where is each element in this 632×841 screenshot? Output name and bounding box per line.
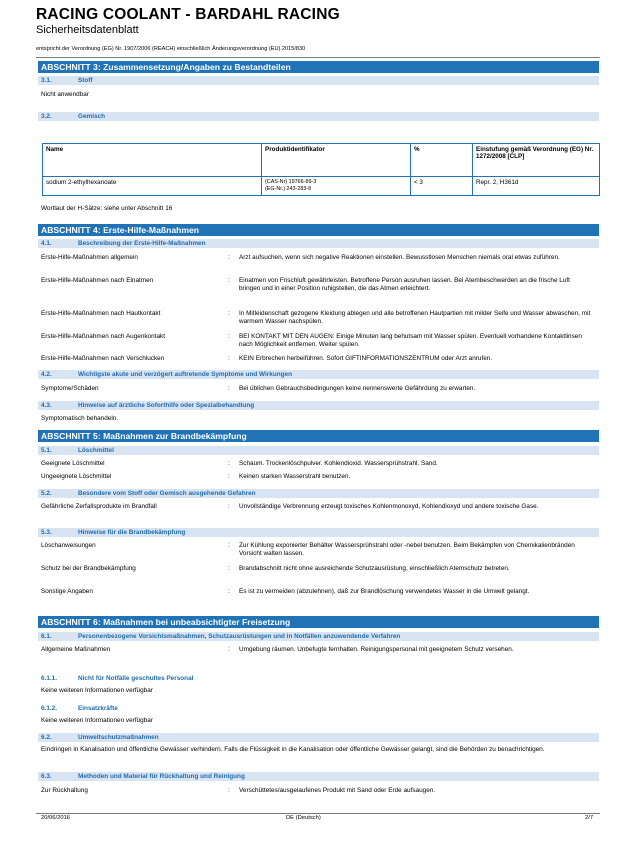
emergency-responders-text: Keine weiteren Informationen verfügbar bbox=[41, 717, 153, 724]
subsection-label: Gemisch bbox=[78, 113, 105, 120]
row-label: Erste-Hilfe-Maßnahmen nach Augenkontakt bbox=[41, 333, 165, 340]
row-colon: : bbox=[228, 473, 230, 480]
row-label: Sonstige Angaben bbox=[41, 588, 93, 595]
subsection-label: Personenbezogene Vorsichtsmaßnahmen, Schutzausrüstungen und in Notfällen anzuwendende Verfahren bbox=[78, 633, 401, 640]
subsection-4-3 bbox=[38, 401, 599, 410]
col-header-name: Name bbox=[43, 144, 262, 177]
row-label: Allgemeine Maßnahmen bbox=[41, 646, 111, 653]
row-colon: : bbox=[228, 646, 230, 653]
subsection-4-1 bbox=[38, 239, 599, 248]
row-value: Einatmen von Frischluft gewährleisten. Betroffene Person ausruhen lassen. Bei Atembeschwerden an die frische Luft bringen und in einer Position ruhigstellen, die das Atmen erleichtert. bbox=[239, 277, 570, 292]
row-colon: : bbox=[228, 333, 230, 340]
row-label: Erste-Hilfe-Maßnahmen allgemein bbox=[41, 254, 138, 261]
row-colon: : bbox=[228, 385, 230, 392]
treatment-text: Symptomatisch behandeln. bbox=[41, 415, 119, 422]
subsection-3-2 bbox=[38, 112, 599, 121]
row-colon: : bbox=[228, 787, 230, 794]
subsection-number: 6.1.2. bbox=[41, 705, 57, 712]
h-statement-note: Wortlaut der H-Sätze: siehe unter Abschnitt 16 bbox=[41, 205, 173, 212]
subsection-number: 6.1.1. bbox=[41, 675, 57, 682]
subsection-label: Beschreibung der Erste-Hilfe-Maßnahmen bbox=[78, 240, 206, 247]
col-header-percent: % bbox=[411, 144, 473, 177]
header-divider bbox=[36, 57, 600, 58]
row-colon: : bbox=[228, 542, 230, 549]
row-colon: : bbox=[228, 503, 230, 510]
row-label: Gefährliche Zerfallsprodukte im Brandfall bbox=[41, 503, 157, 510]
row-value: In Mitleidenschaft gezogene Kleidung ablegen und alle betroffenen Hautpartien mit milder Seife und Wasser abwaschen, mit warmem Wasser nachspülen. bbox=[239, 310, 591, 325]
substance-text: Nicht anwendbar bbox=[41, 91, 89, 98]
row-value: Unvollständige Verbrennung erzeugt toxisches Kohlenmonoxyd, Kohlendioxyd und andere toxische Gase. bbox=[239, 503, 539, 510]
document-subtitle: Sicherheitsdatenblatt bbox=[36, 24, 139, 36]
subsection-5-3 bbox=[38, 528, 599, 537]
footer-language: DE (Deutsch) bbox=[286, 815, 321, 821]
row-value: Brandabschnitt nicht ohne ausreichende Schutzausrüstung, einschließlich Atemschutz betreten. bbox=[239, 565, 510, 572]
subsection-label: Einsatzkräfte bbox=[78, 705, 118, 712]
cell-identifier bbox=[262, 177, 411, 196]
subsection-3-1 bbox=[38, 76, 599, 85]
footer-page-number: 2/7 bbox=[585, 815, 594, 821]
footer-date: 20/06/2016 bbox=[41, 815, 71, 821]
subsection-6-2 bbox=[38, 733, 599, 742]
row-value: Arzt aufsuchen, wenn sich negative Reaktionen einstellen. Bewusstlosen Menschen niemals oral etwas zuführen. bbox=[239, 254, 560, 261]
subsection-label: Hinweise für die Brandbekämpfung bbox=[78, 529, 186, 536]
subsection-5-2 bbox=[38, 489, 599, 498]
row-colon: : bbox=[228, 588, 230, 595]
subsection-number: 5.1. bbox=[41, 447, 52, 454]
row-value: Umgebung räumen. Unbefugte fernhalten. Reinigungspersonal mit geeignetem Schutz versehen. bbox=[239, 646, 514, 653]
row-label: Erste-Hilfe-Maßnahmen nach Hautkontakt bbox=[41, 310, 161, 317]
row-value: Keinen starken Wasserstrahl benutzen. bbox=[239, 473, 351, 480]
subsection-number: 5.3. bbox=[41, 529, 52, 536]
row-label: Zur Rückhaltung bbox=[41, 787, 88, 794]
subsection-6-1 bbox=[38, 632, 599, 641]
subsection-label: Methoden und Material für Rückhaltung und Reinigung bbox=[78, 773, 245, 780]
row-value: KEIN Erbrechen herbeiführen. Sofort GIFTINFORMATIONSZENTRUM oder Arzt anrufen. bbox=[239, 355, 493, 362]
untrained-personnel-text: Keine weiteren Informationen verfügbar bbox=[41, 687, 153, 694]
subsection-4-2 bbox=[38, 370, 599, 379]
subsection-number: 3.2. bbox=[41, 113, 52, 120]
cell-classification: Repr. 2, H361d bbox=[473, 177, 600, 196]
row-label: Ungeeignete Löschmittel bbox=[41, 473, 112, 480]
footer-divider bbox=[36, 813, 600, 814]
subsection-label: Löschmittel bbox=[78, 447, 114, 454]
section-6-header: ABSCHNITT 6: Maßnahmen bei unbeabsichtigter Freisetzung bbox=[38, 616, 599, 628]
row-value: Verschüttetes/ausgelaufenes Produkt mit Sand oder Erde aufsaugen. bbox=[239, 787, 436, 794]
subsection-number: 6.1. bbox=[41, 633, 52, 640]
row-colon: : bbox=[228, 277, 230, 284]
col-header-classification: Einstufung gemäß Verordnung (EG) Nr. 1272/2008 [CLP] bbox=[473, 144, 600, 177]
row-label: Erste-Hilfe-Maßnahmen nach Einatmen bbox=[41, 277, 154, 284]
subsection-number: 4.2. bbox=[41, 371, 52, 378]
subsection-label: Umweltschutzmaßnahmen bbox=[78, 734, 159, 741]
regulation-note: entspricht der Verordnung (EG) Nr. 1907/2006 (REACH) einschließlich Änderungsverordnung (EU) 2015/830 bbox=[36, 46, 306, 52]
row-value: Es ist zu vermeiden (abzulehnen), daß zur Brandlöschung verwendetes Wasser in die Umwelt gelangt. bbox=[239, 588, 530, 595]
subsection-number: 6.3. bbox=[41, 773, 52, 780]
row-value: Schaum. Trockenlöschpulver. Kohlendioxid. Wassersprühstrahl. Sand. bbox=[239, 460, 438, 467]
row-value: BEI KONTAKT MIT DEN AUGEN: Einige Minuten lang behutsam mit Wasser spülen. Eventuell vorhandene Kontaktlinsen nach Möglichkeit entfernen. Weiter spülen. bbox=[239, 333, 582, 348]
row-colon: : bbox=[228, 355, 230, 362]
row-label: Schutz bei der Brandbekämpfung bbox=[41, 565, 136, 572]
row-label: Löschanweisungen bbox=[41, 542, 96, 549]
section-5-header: ABSCHNITT 5: Maßnahmen zur Brandbekämpfung bbox=[38, 430, 599, 442]
composition-table bbox=[42, 143, 600, 196]
subsection-label: Nicht für Notfälle geschultes Personal bbox=[78, 675, 194, 682]
row-colon: : bbox=[228, 310, 230, 317]
row-label: Geeignete Löschmittel bbox=[41, 460, 105, 467]
cas-number: (CAS-Nr) 19766-89-3 bbox=[265, 179, 317, 185]
col-header-identifier: Produktidentifikator bbox=[262, 144, 411, 177]
eg-number: (EG-Nr.) 243-283-8 bbox=[265, 186, 312, 192]
subsection-label: Hinweise auf ärztliche Soforthilfe oder Spezialbehandlung bbox=[78, 402, 255, 409]
subsection-label: Stoff bbox=[78, 77, 93, 84]
section-4-header: ABSCHNITT 4: Erste-Hilfe-Maßnahmen bbox=[38, 224, 599, 236]
document-title: RACING COOLANT - BARDAHL RACING bbox=[36, 6, 340, 23]
row-label: Erste-Hilfe-Maßnahmen nach Verschlucken bbox=[41, 355, 165, 362]
subsection-number: 4.3. bbox=[41, 402, 52, 409]
subsection-number: 4.1. bbox=[41, 240, 52, 247]
subsection-number: 3.1. bbox=[41, 77, 52, 84]
cell-percent: < 3 bbox=[411, 177, 473, 196]
row-label: Symptome/Schäden bbox=[41, 385, 99, 392]
row-colon: : bbox=[228, 565, 230, 572]
subsection-5-1 bbox=[38, 446, 599, 455]
subsection-label: Wichtigste akute und verzögert auftretende Symptome und Wirkungen bbox=[78, 371, 292, 378]
row-colon: : bbox=[228, 460, 230, 467]
cell-name: sodium 2-ethylhexanoate bbox=[43, 177, 262, 196]
row-value: Zur Kühlung exponierter Behälter Wassersprühstrahl oder -nebel benutzen. Beim Bekämpfen von Chemikalienbränden Vorsicht walten lassen. bbox=[239, 542, 575, 557]
subsection-number: 6.2. bbox=[41, 734, 52, 741]
subsection-number: 5.2. bbox=[41, 490, 52, 497]
table-header-row bbox=[43, 144, 600, 177]
row-value: Bei üblichen Gebrauchsbedingungen keine nennenswerte Gefährdung zu erwarten. bbox=[239, 385, 476, 392]
environmental-text: Eindringen in Kanalisation und öffentliche Gewässer verhindern. Falls die Flüssigkeit in die Kanalisation oder öffentliche Gewässer gelangt, sind die Behörden zu benachrichtigen. bbox=[41, 746, 545, 753]
table-row bbox=[43, 177, 600, 196]
section-3-header: ABSCHNITT 3: Zusammensetzung/Angaben zu Bestandteilen bbox=[38, 61, 599, 73]
row-colon: : bbox=[228, 254, 230, 261]
subsection-label: Besondere vom Stoff oder Gemisch ausgehende Gefahren bbox=[78, 490, 256, 497]
subsection-6-3 bbox=[38, 772, 599, 781]
